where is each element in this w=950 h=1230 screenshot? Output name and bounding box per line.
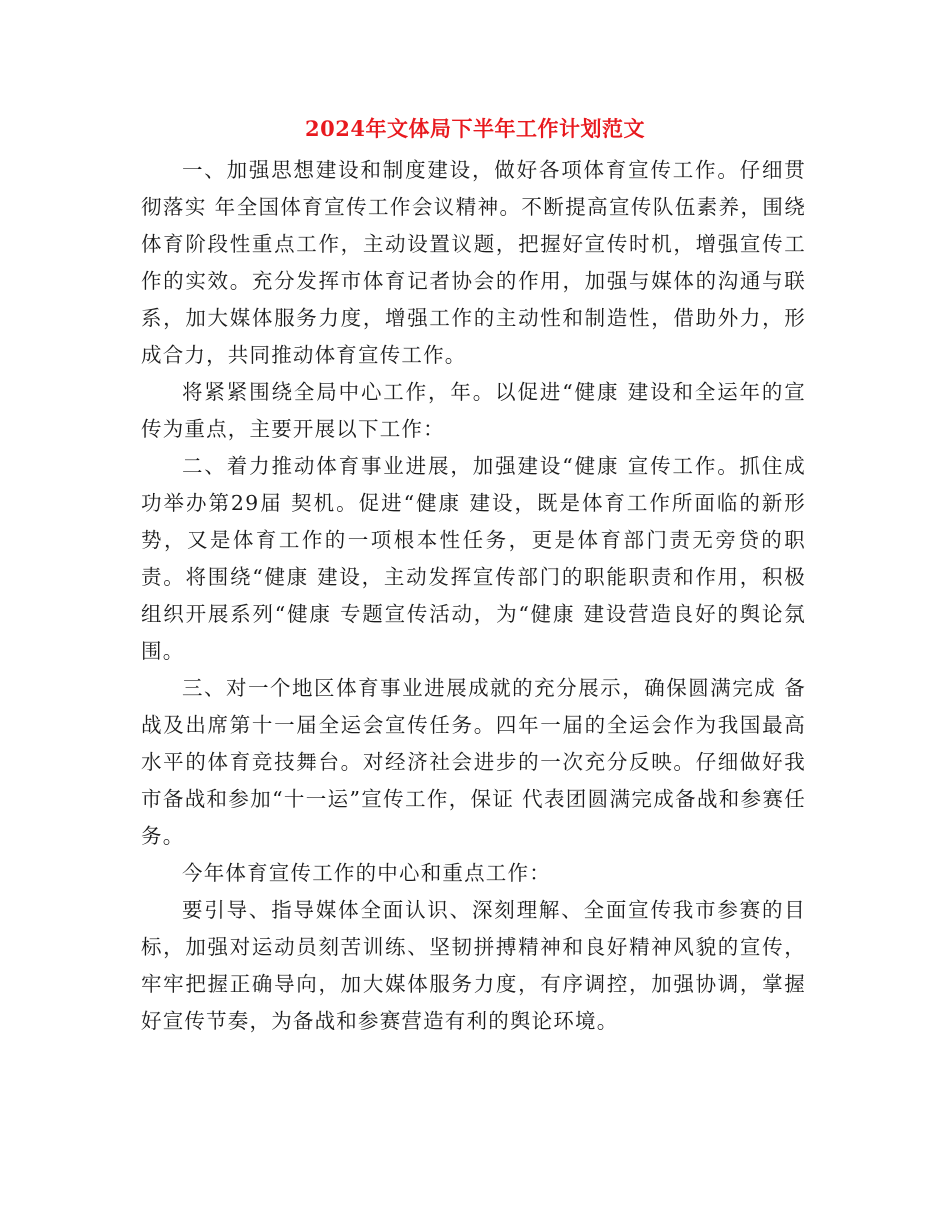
paragraph-5: 今年体育宣传工作的中心和重点工作： — [182, 861, 551, 885]
document-title: 2024年文体局下半年工作计划范文 — [305, 116, 645, 141]
paragraph-6: 要引导、指导媒体全面认识、深刻理解、全面宣传我市参赛的目标，加强对运动员刻苦训练、坚韧拼搏精神和良好精神风貌的宣传，牢牢把握正确导向，加大媒体服务力度，有序调控，加强协调，掌握好宣传节奏，为备战和参赛营造有利的舆论环境。 — [141, 898, 806, 1033]
paragraph-1: 一、加强思想建设和制度建设，做好各项体育宣传工作。仔细贯彻落实 年全国体育宣传工作会议精神。不断提高宣传队伍素养，围绕体育阶段性重点工作，主动设置议题，把握好宣传时机，增强宣传工作的实效。充分发挥市体育记者协会的作用，加强与媒体的沟通与联系，加大媒体服务力度，增强工作的主动性和制造性，借助外力，形成合力，共同推动体育宣传工作。 — [141, 158, 806, 367]
paragraph-4: 三、对一个地区体育事业进展成就的充分展示，确保圆满完成 备战及出席第十一届全运会宣传任务。四年一届的全运会作为我国最高水平的体育竞技舞台。对经济社会进步的一次充分反映。仔细做好我市备战和参加“十一运”宣传工作，保证 代表团圆满完成备战和参赛任务。 — [141, 676, 806, 848]
paragraph-3: 二、着力推动体育事业进展，加强建设“健康 宣传工作。抓住成功举办第29届 契机。促进“健康 建设，既是体育工作所面临的新形势，又是体育工作的一项根本性任务，更是体育部门责无旁贷的职责。将围绕“健康 建设，主动发挥宣传部门的职能职责和作用，积极组织开展系列“健康 专题宣传活动，为“健康 建设营造良好的舆论氛围。 — [141, 454, 806, 663]
document-body — [141, 152, 806, 1040]
paragraph-2: 将紧紧围绕全局中心工作，年。以促进“健康 建设和全运年的宣传为重点，主要开展以下工作： — [141, 380, 806, 441]
